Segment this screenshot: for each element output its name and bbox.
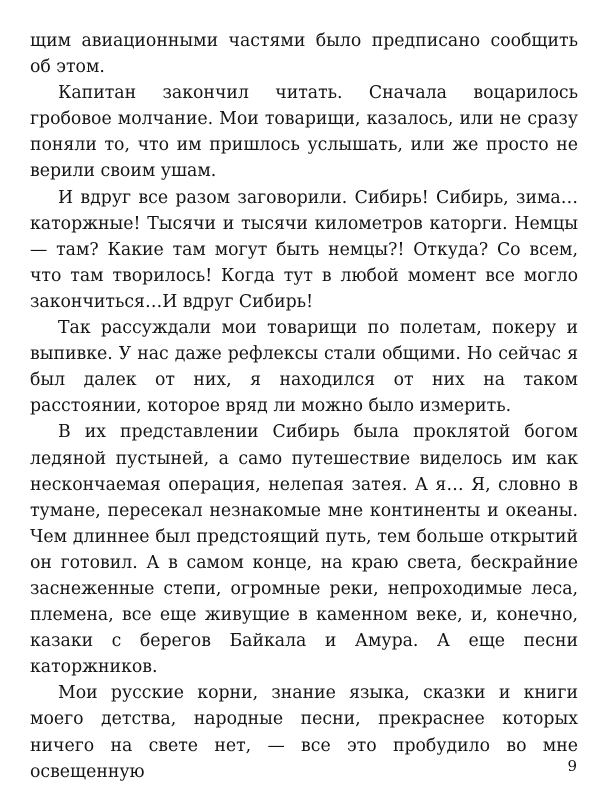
paragraph: И вдруг все разом заговорили. Сибирь! Сибирь, зима… каторжные! Тысячи и тысячи километров каторги. Немцы — там? Какие там могут быть немцы?! Откуда? Со всем, что там творилось! Когда тут в любой момент все могло закончиться…И вдруг Сибирь!: [30, 187, 578, 312]
paragraph: Мои русские корни, знание языка, сказки и книги моего детства, народные песни, прекраснее которых ничего на свете нет, — все это пробудило во мне освещенную: [30, 683, 578, 782]
page-number: 9: [567, 757, 577, 775]
paragraph: Капитан закончил читать. Сначала воцарилось гробовое молчание. Мои товарищи, казалось, или не сразу поняли то, что им пришлось услышать, или же просто не верили своим ушам.: [30, 83, 578, 182]
paragraph: Так рассуждали мои товарищи по полетам, покеру и выпивке. У нас даже рефлексы стали общими. Но сейчас я был далек от них, я находился от них на таком расстоянии, которое вряд ли можно было измерить.: [30, 318, 578, 417]
paragraph-continuation: щим авиационными частями было предписано сообщить об этом.: [30, 31, 578, 78]
paragraph: В их представлении Сибирь была проклятой богом ледяной пустыней, а само путешествие виделось им как нескончаемая операция, нелепая затея. А я… Я, словно в тумане, пересекал незнакомые мне континенты и океаны. Чем длиннее был предстоящий путь, тем больше открытий он готовил. А в самом конце, на краю света, бескрайние заснеженные степи, огромные реки, непроходимые леса, племена, все еще живущие в каменном веке, и, конечно, казаки с берегов Байкала и Амура. А еще песни каторжников.: [30, 422, 578, 678]
page-body: [30, 28, 578, 785]
